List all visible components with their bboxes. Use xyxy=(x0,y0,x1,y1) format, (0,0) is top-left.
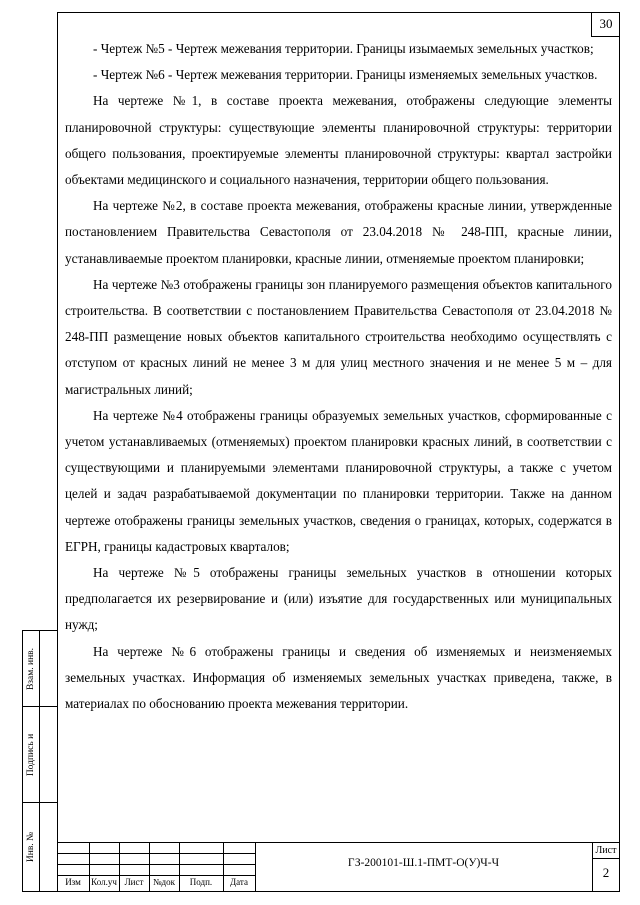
header-ndok: №док xyxy=(152,877,176,887)
paragraph: На чертеже №3 отображены границы зон планируемого размещения объектов капитального строительства. В соответствии с постановлением Правительства Севастополя от 23.04.2018 № 248-ПП размещение новых объектов капитального строительства необходимо осуществлять с отступом от красных линий не менее 3 м для улиц местного значения и не менее 5 м – для магистральных линий; xyxy=(65,276,612,397)
paragraph: - Чертеж №6 - Чертеж межевания территории. Границы изменяемых земельных участков. xyxy=(93,67,598,83)
document-code: ГЗ-200101-Ш.1-ПМТ-О(У)Ч-Ч xyxy=(347,857,500,869)
sheet-label: Лист xyxy=(595,845,617,856)
stamp-cell-vzam xyxy=(23,631,58,707)
header-podp: Подп. xyxy=(189,877,213,887)
stamp-label-podpis: Подпись и xyxy=(26,733,36,776)
header-koluch: Кол.уч xyxy=(91,877,117,887)
title-block xyxy=(57,842,620,892)
paragraph: На чертеже №1, в составе проекта межевания, отображены следующие элементы планировочной структуры: существующие элементы планировочной структуры: территории общего пользования, проектируемые элементы планировочной структуры: квартал застройки объектами медицинского и социального назначения, территории общего пользования. xyxy=(65,93,612,188)
side-stamp xyxy=(22,630,57,892)
paragraph: На чертеже №5 отображены границы земельных участков в отношении которых предполагается их резервирование и (или) изъятие для государственных или муниципальных нужд; xyxy=(65,565,612,633)
paragraph: На чертеже №2, в составе проекта межевания, отображены красные линии, утвержденные постановлением Правительства Севастополя от 23.04.2018 № 248-ПП, красные линии, устанавливаемые проектом планировки, красные линии, отменяемые проектом планировки; xyxy=(65,198,612,266)
header-list: Лист xyxy=(124,877,144,887)
sheet-number: 2 xyxy=(602,865,610,880)
stamp-label-vzam: Взам. инв. xyxy=(26,647,36,690)
header-data: Дата xyxy=(230,877,248,887)
paragraph: На чертеже №4 отображены границы образуемых земельных участков, сформированные с учетом устанавливаемых (отменяемых) проектом планировки красных линий, в соответствии с существующими и планируемыми элементами планировочной структуры, а также с учетом целей и задач разрабатываемой документации по планировки территории. Также на данном чертеже отображены границы земельных участков, сведения о границах, которых, содержатся в ЕГРН, границы кадастровых кварталов; xyxy=(65,407,612,554)
stamp-cell-podpis xyxy=(23,707,58,803)
stamp-label-inv: Инв. № xyxy=(26,831,36,863)
document-body xyxy=(65,36,612,717)
stamp-cell-inv xyxy=(23,803,58,891)
header-izm: Изм xyxy=(65,877,81,887)
page-number: 30 xyxy=(591,12,620,37)
paragraph: - Чертеж №5 - Чертеж межевания территории. Границы изымаемых земельных участков; xyxy=(93,41,594,56)
paragraph: На чертеже №6 отображены границы и сведения об изменяемых и неизменяемых земельных участках. Информация об изменяемых земельных участках приведена, также, в материалах по обоснованию проекта межевания территории. xyxy=(65,643,612,712)
